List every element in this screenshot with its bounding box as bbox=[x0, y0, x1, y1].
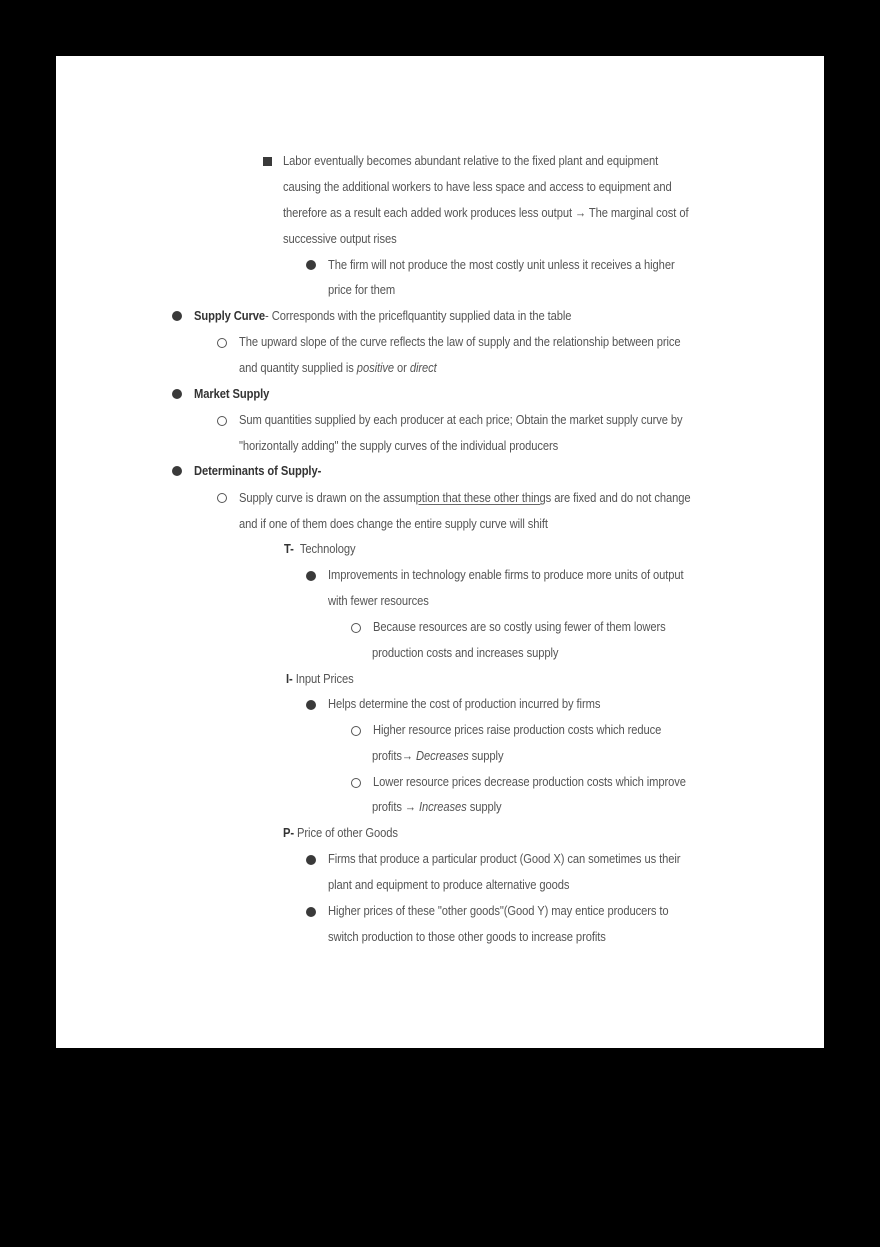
text-line: price for them bbox=[328, 282, 396, 297]
disc-bullet-icon bbox=[306, 571, 316, 581]
text-line: "horizontally adding" the supply curves of the individual producers bbox=[239, 438, 559, 453]
heading-description: - Corresponds with the priceflquantity supplied data in the table bbox=[265, 308, 572, 323]
label-i: I- bbox=[286, 671, 293, 686]
disc-bullet-icon bbox=[306, 700, 316, 710]
label-price-of-other-goods: Price of other Goods bbox=[297, 825, 398, 840]
text-line: therefore as a result each added work produces less output → The marginal cost of bbox=[283, 205, 689, 220]
text-line: production costs and increases supply bbox=[372, 645, 559, 660]
circle-bullet-icon bbox=[351, 726, 361, 736]
text-segment: or bbox=[394, 360, 410, 375]
emphasis-increases: Increases bbox=[418, 799, 467, 814]
text-line bbox=[372, 794, 502, 820]
text-line: Higher resource prices raise production costs which reduce bbox=[373, 722, 662, 737]
circle-bullet-icon bbox=[351, 623, 361, 633]
disc-bullet-icon bbox=[172, 311, 182, 321]
text-line: plant and equipment to produce alternative goods bbox=[328, 877, 570, 892]
text-line: Helps determine the cost of production incurred by firms bbox=[328, 696, 601, 711]
heading-supply-curve: Supply Curve bbox=[194, 308, 266, 323]
price-other-goods-label-line bbox=[283, 820, 398, 846]
text-segment: and quantity supplied is bbox=[239, 360, 357, 375]
label-input-prices: Input Prices bbox=[295, 671, 354, 686]
text-line: Improvements in technology enable firms to produce more units of output bbox=[328, 567, 684, 582]
text-line bbox=[239, 355, 437, 381]
text-segment: supply bbox=[466, 799, 502, 814]
label-t: T- bbox=[284, 541, 294, 556]
text-segment: profits→ bbox=[372, 748, 416, 763]
input-prices-label-line bbox=[286, 666, 354, 692]
text-line: Firms that produce a particular product (Good X) can sometimes us their bbox=[328, 851, 681, 866]
text-line: Sum quantities supplied by each producer at each price; Obtain the market supply curve by bbox=[239, 412, 683, 427]
disc-bullet-icon bbox=[306, 260, 316, 270]
disc-bullet-icon bbox=[306, 907, 316, 917]
text-line: causing the additional workers to have less space and access to equipment and bbox=[283, 179, 672, 194]
text-line: The upward slope of the curve reflects the law of supply and the relationship between price bbox=[239, 334, 681, 349]
disc-bullet-icon bbox=[172, 466, 182, 476]
text-line: The firm will not produce the most costly unit unless it receives a higher bbox=[328, 257, 675, 272]
emphasis-decreases: Decreases bbox=[415, 748, 469, 763]
label-p: P- bbox=[283, 825, 295, 840]
underlined-text: ption that these other thing bbox=[415, 490, 546, 505]
label-technology: Technology bbox=[299, 541, 356, 556]
circle-bullet-icon bbox=[217, 493, 227, 503]
circle-bullet-icon bbox=[351, 778, 361, 788]
emphasis-direct: direct bbox=[409, 360, 437, 375]
technology-label-line bbox=[284, 536, 356, 562]
heading-market-supply: Market Supply bbox=[194, 386, 270, 401]
text-segment: s are fixed and do not change bbox=[545, 490, 691, 505]
market-supply-heading-line bbox=[194, 381, 269, 407]
circle-bullet-icon bbox=[217, 416, 227, 426]
determinants-heading-line bbox=[194, 458, 321, 484]
text-line: with fewer resources bbox=[328, 593, 429, 608]
text-line: switch production to those other goods to increase profits bbox=[328, 929, 606, 944]
text-line: Lower resource prices decrease production costs which improve bbox=[373, 774, 686, 789]
text-line: Labor eventually becomes abundant relative to the fixed plant and equipment bbox=[283, 153, 659, 168]
disc-bullet-icon bbox=[306, 855, 316, 865]
text-line: and if one of them does change the entire supply curve will shift bbox=[239, 516, 548, 531]
text-segment: supply bbox=[468, 748, 504, 763]
circle-bullet-icon bbox=[217, 338, 227, 348]
disc-bullet-icon bbox=[172, 389, 182, 399]
text-segment: Supply curve is drawn on the assum bbox=[239, 490, 416, 505]
document-page bbox=[56, 56, 824, 1048]
text-line: successive output rises bbox=[283, 231, 397, 246]
text-line bbox=[239, 485, 691, 511]
square-bullet-icon bbox=[263, 157, 272, 166]
text-line: Higher prices of these "other goods"(Good Y) may entice producers to bbox=[328, 903, 669, 918]
emphasis-positive: positive bbox=[356, 360, 395, 375]
text-line: Because resources are so costly using fewer of them lowers bbox=[373, 619, 666, 634]
heading-determinants-of-supply: Determinants of Supply- bbox=[194, 463, 322, 478]
text-segment: profits → bbox=[372, 799, 419, 814]
supply-curve-heading-line bbox=[194, 303, 571, 329]
text-line bbox=[372, 743, 503, 769]
